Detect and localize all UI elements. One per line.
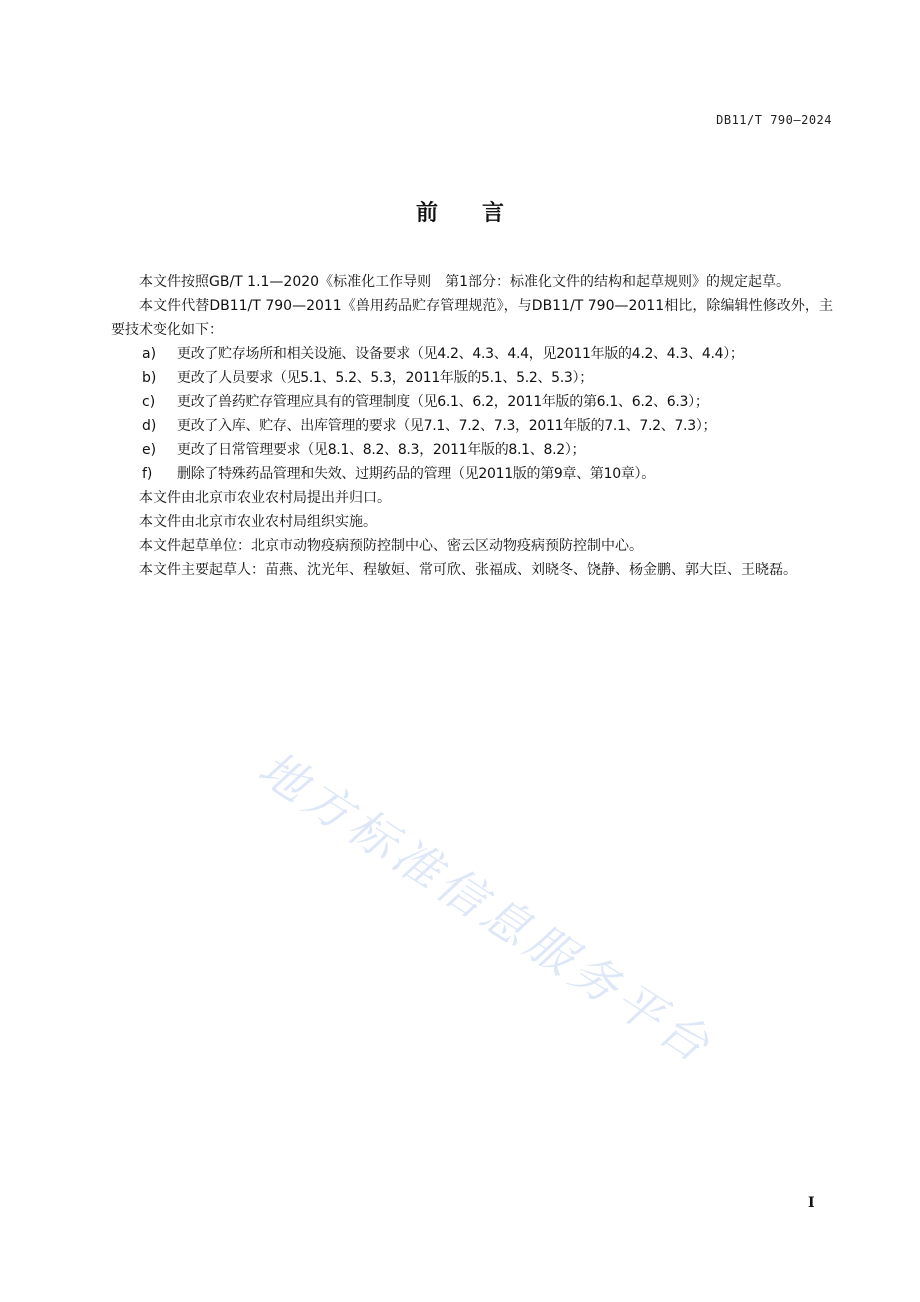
page-title: 前言 xyxy=(415,201,548,226)
list-item-mark: c) xyxy=(142,394,156,410)
list-item-text: 更改了日常管理要求（见8.1、8.2、8.3，2011年版的8.1、8.2）； xyxy=(177,442,586,458)
change-list xyxy=(111,342,833,486)
paragraph-proposer: 本文件由北京市农业农村局提出并归口。 xyxy=(139,490,391,506)
paragraph-replacement: 本文件代替DB11/T 790—2011《兽用药品贮存管理规范》，与DB11/T 790—2011相比，除编辑性修改外，主要技术变化如下： xyxy=(111,298,833,338)
list-item-mark: d) xyxy=(142,418,157,434)
list-item-text: 更改了兽药贮存管理应具有的管理制度（见6.1、6.2，2011年版的第6.1、6.2、6.3）； xyxy=(177,394,709,410)
paragraph-implementer: 本文件由北京市农业农村局组织实施。 xyxy=(139,514,377,530)
paragraph-drafters: 本文件主要起草人：苗燕、沈光年、程敏姮、常可欣、张福成、刘晓冬、饶静、杨金鹏、郭大臣、王晓磊。 xyxy=(139,562,797,578)
list-item xyxy=(111,414,833,438)
list-item-mark: b) xyxy=(142,370,157,386)
paragraph-drafting-rules: 本文件按照GB/T 1.1—2020《标准化工作导则 第1部分：标准化文件的结构和起草规则》的规定起草。 xyxy=(139,274,790,290)
list-item-text: 更改了人员要求（见5.1、5.2、5.3，2011年版的5.1、5.2、5.3）； xyxy=(177,370,593,386)
foreword-body xyxy=(111,270,833,582)
paragraph-drafting-units: 本文件起草单位：北京市动物疫病预防控制中心、密云区动物疫病预防控制中心。 xyxy=(139,538,643,554)
list-item-text: 更改了入库、贮存、出库管理的要求（见7.1、7.2、7.3，2011年版的7.1、7.2、7.3）； xyxy=(177,418,717,434)
list-item-text: 更改了贮存场所和相关设施、设备要求（见4.2、4.3、4.4，见2011年版的4.2、4.3、4.4）； xyxy=(177,346,744,362)
list-item xyxy=(111,390,833,414)
page-number: I xyxy=(808,1195,815,1211)
watermark: 地方标准信息服务平台 xyxy=(248,740,724,1076)
list-item-mark: a) xyxy=(142,346,157,362)
list-item xyxy=(111,438,833,462)
list-item xyxy=(111,462,833,486)
list-item-mark: f) xyxy=(142,466,153,482)
list-item-mark: e) xyxy=(142,442,157,458)
list-item-text: 删除了特殊药品管理和失效、过期药品的管理（见2011版的第9章、第10章）。 xyxy=(177,466,655,482)
document-code: DB11/T 790—2024 xyxy=(716,113,832,127)
list-item xyxy=(111,342,833,366)
list-item xyxy=(111,366,833,390)
